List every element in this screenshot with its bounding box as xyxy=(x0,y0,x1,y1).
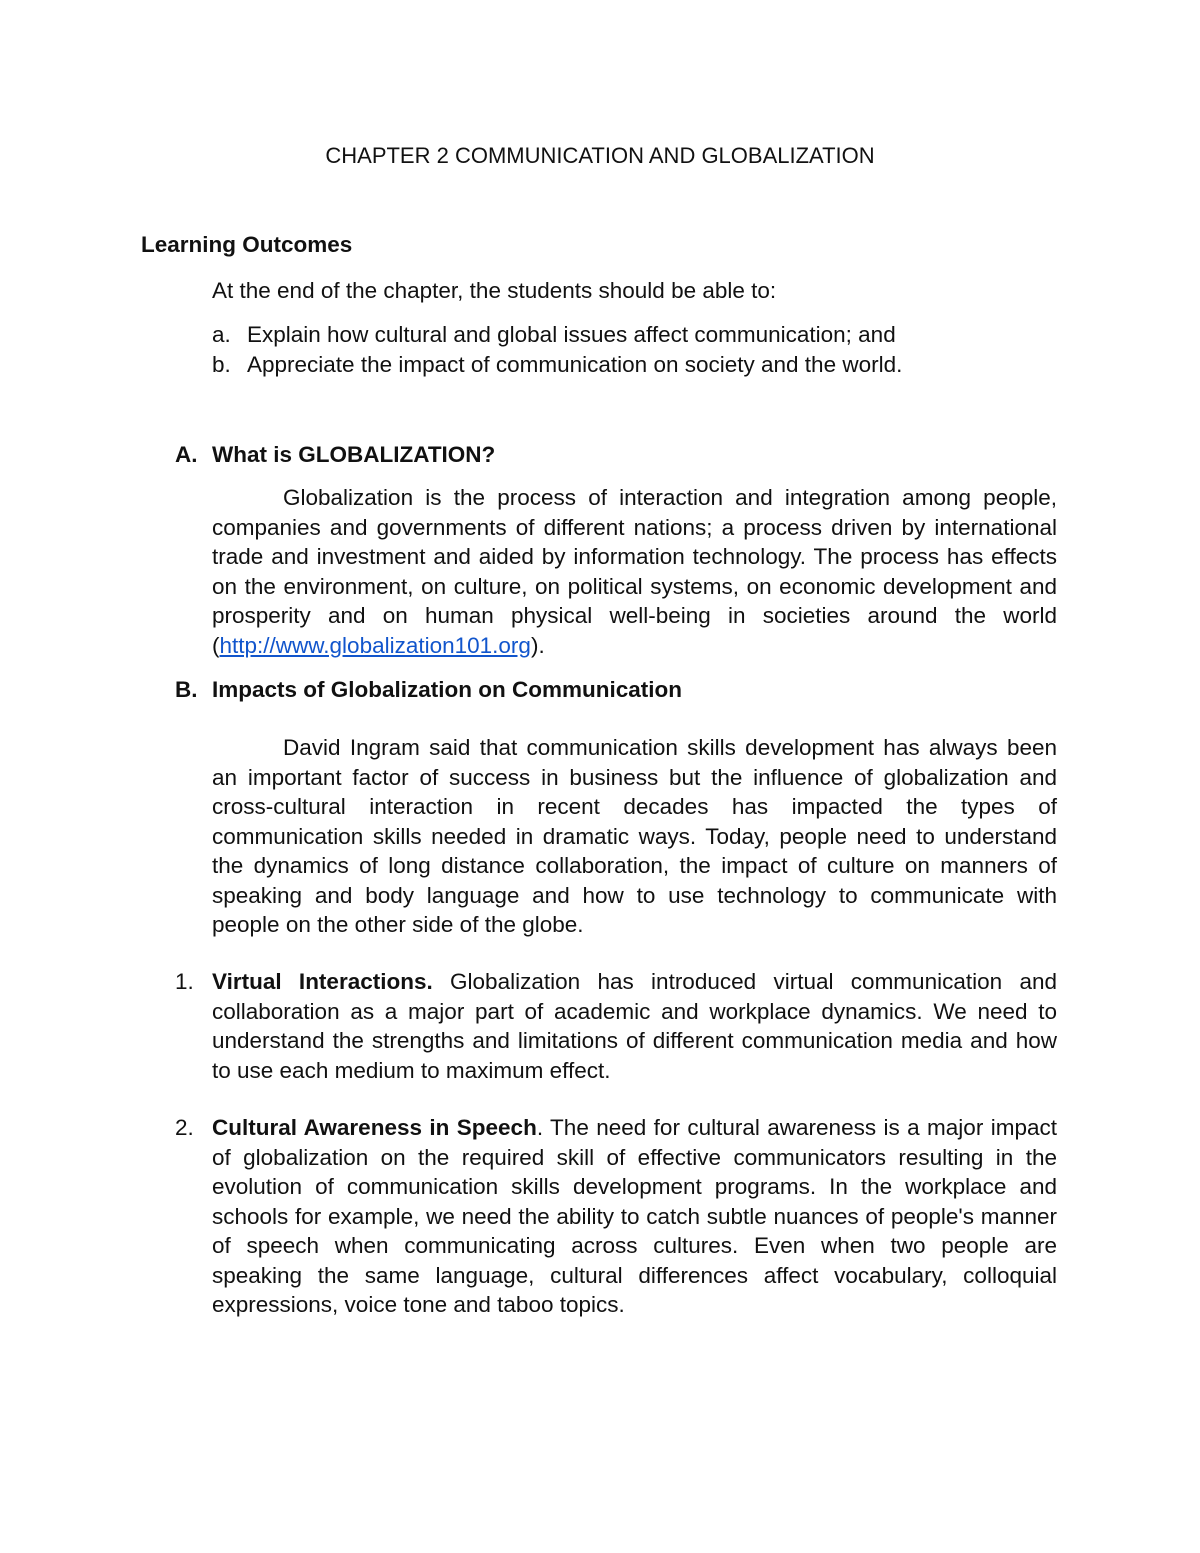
section-marker: B. xyxy=(175,677,198,702)
paragraph-text: Globalization is the process of interaction and integration among people, companies and governments of different nations; a process driven by international trade and investment and aided by information technology. The process has effects on the environment, on culture, on political systems, on economic development and prosperity and on human physical well-being in societies around the world ( xyxy=(212,485,1057,658)
objective-marker: a. xyxy=(212,322,231,347)
section-b-paragraph xyxy=(212,733,1057,940)
section-marker: A. xyxy=(175,442,198,467)
numbered-item xyxy=(175,967,1057,1085)
numbered-item xyxy=(175,1113,1057,1320)
item-term: Cultural Awareness in Speech xyxy=(212,1115,537,1140)
paragraph-text-end: ). xyxy=(530,632,545,658)
paragraph-text: David Ingram said that communication skills development has always been an important factor of success in business but the influence of globalization and cross-cultural interaction in recent decades has impacted the types of communication skills needed in dramatic ways. Today, people need to understand the dynamics of long distance collaboration, the impact of culture on manners of speaking and body language and how to use technology to communicate with people on the other side of the globe. xyxy=(212,735,1057,937)
section-a-paragraph xyxy=(212,483,1057,660)
learning-outcomes-heading: Learning Outcomes xyxy=(141,232,353,257)
item-text: Globalization has introduced virtual communication and collaboration as a major part of academic and workplace dynamics. We need to understand the strengths and limitations of different communication media and how to use each medium to maximum effect. xyxy=(212,969,1057,1083)
objective-text: Appreciate the impact of communication on society and the world. xyxy=(247,352,903,377)
item-number: 2. xyxy=(175,1115,194,1140)
item-number: 1. xyxy=(175,969,194,994)
objective-text: Explain how cultural and global issues affect communication; and xyxy=(247,322,896,347)
section-title: What is GLOBALIZATION? xyxy=(212,442,496,467)
chapter-title: CHAPTER 2 COMMUNICATION AND GLOBALIZATION xyxy=(325,143,875,168)
page-title xyxy=(0,141,1200,171)
item-term: Virtual Interactions. xyxy=(212,969,433,994)
item-body xyxy=(212,967,1057,1085)
learning-outcomes-intro: At the end of the chapter, the students should be able to: xyxy=(212,278,777,303)
item-body xyxy=(212,1113,1057,1320)
section-title: Impacts of Globalization on Communication xyxy=(212,677,683,702)
objective-marker: b. xyxy=(212,352,231,377)
globalization101-link[interactable]: http://www.globalization101.org xyxy=(219,632,531,658)
item-text: . The need for cultural awareness is a major impact of globalization on the required skill of effective communicators resulting in the evolution of communication skills development programs. In the workplace and schools for example, we need the ability to catch subtle nuances of people's manner of speech when communicating across cultures. Even when two people are speaking the same language, cultural differences affect vocabulary, colloquial expressions, voice tone and taboo topics. xyxy=(212,1115,1057,1317)
